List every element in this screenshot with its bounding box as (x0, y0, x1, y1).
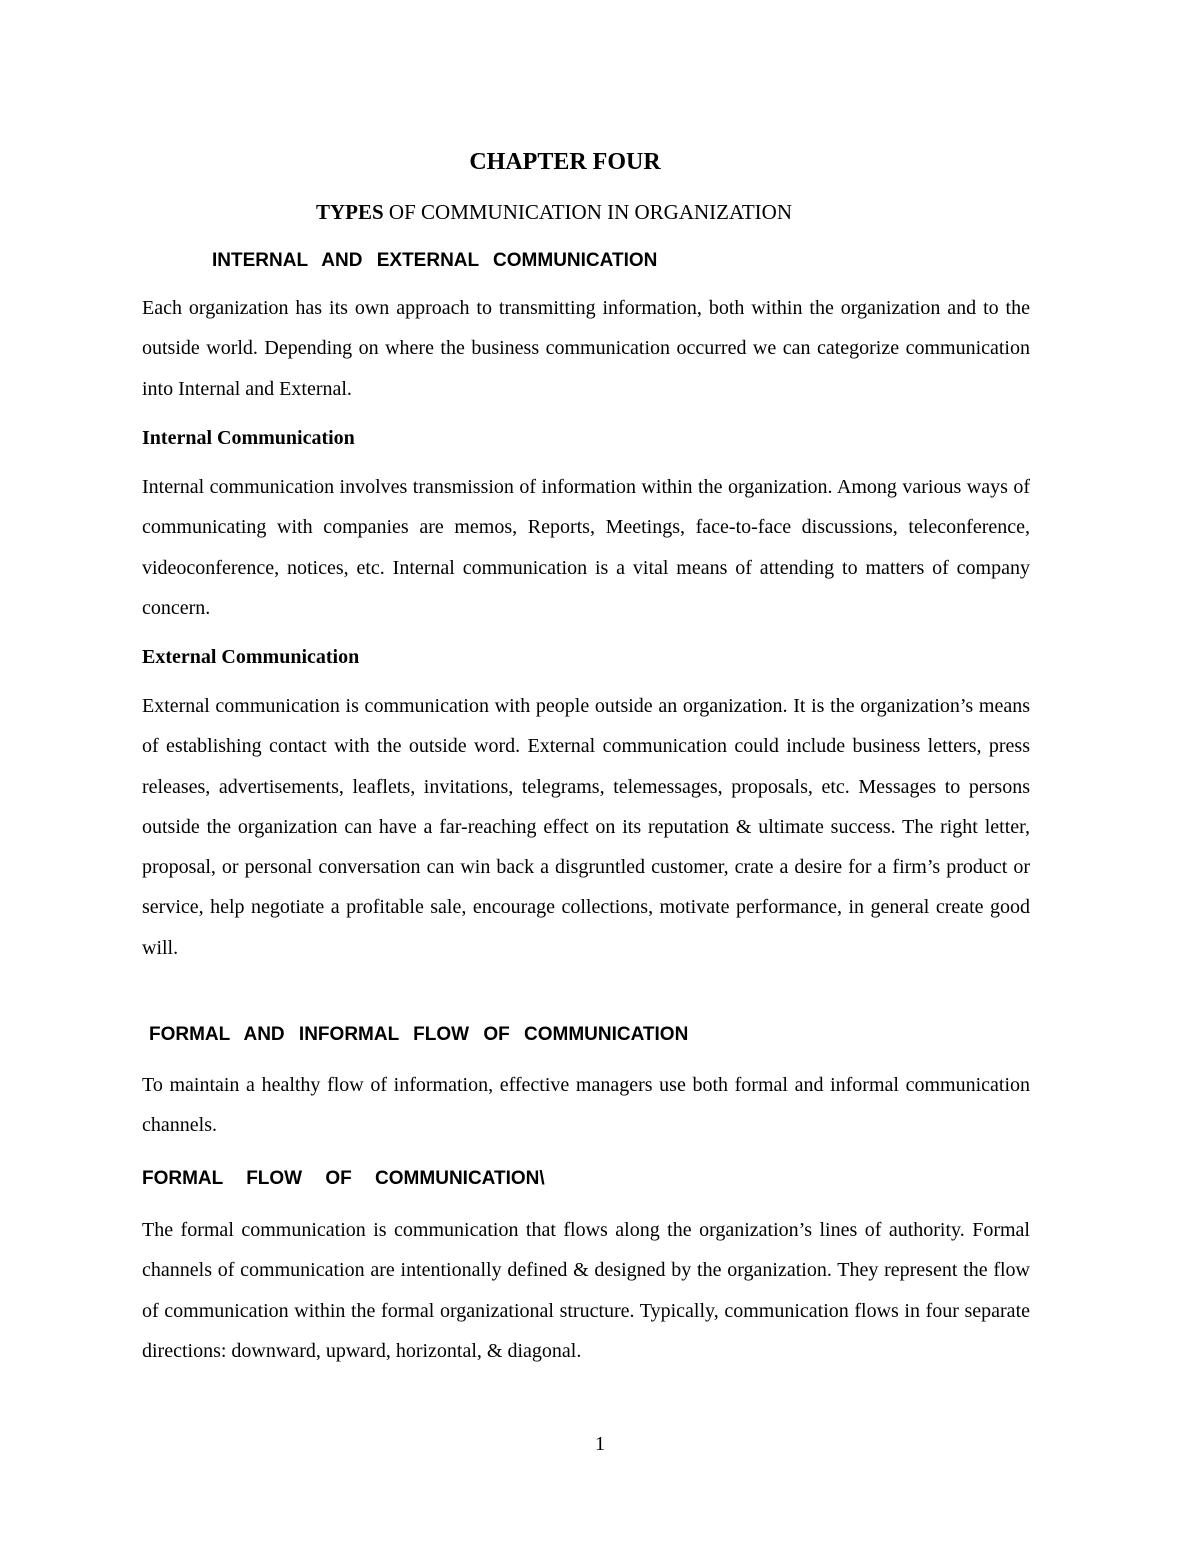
heading-external-communication: External Communication (142, 646, 360, 668)
paragraph-external-communication: External communication is communication with people outside an organization. It is the organization’s means of establishing contact with the outside word. External communication could include business letters, press releases, advertisements, leaflets, invitations, telegrams, telemessages, proposals, etc. Messages to persons outside the organization can have a far-reaching effect on its reputation & ultimate success. The right letter, proposal, or personal conversation can win back a disgruntled customer, crate a desire for a firm’s product or service, help negotiate a profitable sale, encourage collections, motivate performance, in general create good will. (142, 695, 1030, 959)
document-title-rest: OF COMMUNICATION IN ORGANIZATION (383, 200, 792, 224)
chapter-title: CHAPTER FOUR (469, 149, 661, 175)
heading-internal-external: INTERNAL AND EXTERNAL COMMUNICATION (212, 250, 658, 271)
paragraph-formal-flow: The formal communication is communication that flows along the organization’s lines of authority. Formal channels of communication are intentionally defined & designed by the organization. They represent the flow of communication within the formal organizational structure. Typically, communication flows in four separate directions: downward, upward, horizontal, & diagonal. (142, 1219, 1030, 1362)
heading-internal-communication: Internal Communication (142, 427, 355, 449)
document-title-strong: TYPES (315, 200, 384, 224)
heading-formal-flow: FORMAL FLOW OF COMMUNICATION\ (142, 1168, 545, 1189)
heading-formal-informal: FORMAL AND INFORMAL FLOW OF COMMUNICATION (149, 1024, 689, 1045)
paragraph-formal-informal: To maintain a healthy flow of information, effective managers use both formal and informal communication channels. (142, 1074, 1030, 1137)
paragraph-internal-external-intro: Each organization has its own approach to transmitting information, both within the organization and to the outside world. Depending on where the business communication occurred we can categorize communication into Internal and External. (142, 297, 1030, 400)
page-number: 1 (595, 1433, 605, 1455)
document-title (0, 197, 1108, 227)
paragraph-internal-communication: Internal communication involves transmission of information within the organization. Among various ways of communicating with companies are memos, Reports, Meetings, face-to-face discussions, teleconference, videoconference, notices, etc. Internal communication is a vital means of attending to matters of company concern. (142, 476, 1030, 619)
